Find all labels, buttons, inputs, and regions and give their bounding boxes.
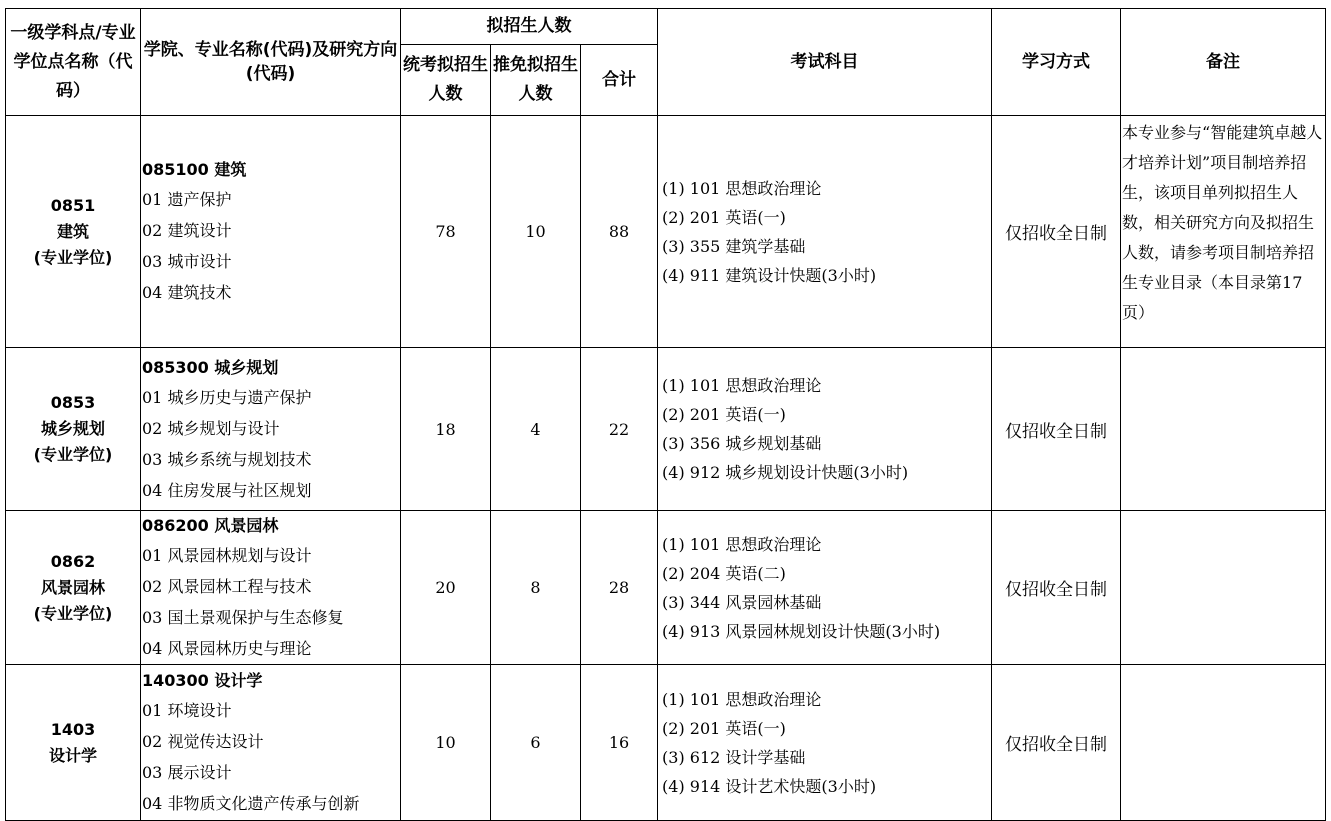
exam-subject-item: (4) 914 设计艺术快题(3小时) [662,776,877,796]
program-title: 085100 建筑 [142,160,247,179]
exam-subject-item: (3) 612 设计学基础 [662,747,806,767]
exempt-quota-cell: 6 [491,665,581,821]
program-cell [141,116,401,348]
total-cell: 22 [581,348,658,511]
discipline-code: 0851 [50,195,96,215]
exam-subject-item: (4) 912 城乡规划设计快题(3小时) [662,463,909,482]
program-cell [141,511,401,665]
exam-quota-cell: 78 [401,116,491,348]
exam-subjects-cell [658,116,992,348]
degree-type: (专业学位) [33,445,113,464]
exam-quota-header: 统考拟招生人数 [401,45,491,116]
exam-subject-item: (2) 201 英语(一) [662,207,786,227]
exam-subject-item: (2) 201 英语(一) [662,405,786,424]
direction-item: 03 展示设计 [142,763,232,782]
discipline-cell [6,116,141,348]
discipline-name: 风景园林 [40,577,105,597]
discipline-cell [6,665,141,821]
degree-type: (专业学位) [33,247,113,267]
remarks-cell [1121,665,1326,821]
enrollment-header: 拟招生人数 [401,9,658,45]
exam-subject-item: (3) 355 建筑学基础 [662,236,806,256]
direction-item: 02 城乡规划与设计 [142,418,280,438]
remarks-cell [1121,511,1326,665]
direction-item: 02 建筑设计 [142,221,232,240]
direction-item: 04 风景园林历史与理论 [142,639,312,658]
remarks-cell: 本专业参与“智能建筑卓越人才培养计划”项目制培养招生，该项目单列拟招生人数，相关研究方向及拟招生人数，请参考项目制培养招生专业目录（本目录第17页） [1121,116,1326,348]
exam-subject-item: (3) 344 风景园林基础 [662,592,822,612]
direction-item: 01 遗产保护 [142,190,232,209]
exam-quota-cell: 20 [401,511,491,665]
exam-subject-item: (2) 201 英语(一) [662,718,786,738]
discipline-code: 1403 [50,719,96,739]
program-cell [141,665,401,821]
direction-item: 02 风景园林工程与技术 [142,577,312,596]
direction-item: 02 视觉传达设计 [142,732,264,751]
exam-subject-item: (4) 913 风景园林规划设计快题(3小时) [662,621,941,641]
discipline-code: 0862 [50,551,96,571]
program-cell [141,348,401,511]
admissions-catalog-table [5,8,1326,821]
study-mode-cell: 仅招收全日制 [992,348,1121,511]
direction-item: 04 建筑技术 [142,283,232,302]
direction-item: 01 风景园林规划与设计 [142,546,312,565]
table-row [6,116,1326,348]
total-header: 合计 [581,45,658,116]
table-row [6,665,1326,821]
table-row [6,348,1326,511]
direction-item: 04 非物质文化遗产传承与创新 [142,794,360,813]
program-title: 140300 设计学 [142,671,263,690]
exempt-quota-header: 推免拟招生人数 [491,45,581,116]
exam-subject-item: (4) 911 建筑设计快题(3小时) [662,265,877,285]
program-title: 085300 城乡规划 [142,357,279,377]
exempt-quota-cell: 4 [491,348,581,511]
exam-subjects-cell [658,511,992,665]
exam-subject-item: (2) 204 英语(二) [662,563,786,583]
exam-subject-item: (1) 101 思想政治理论 [662,689,822,709]
direction-item: 03 城乡系统与规划技术 [142,449,312,469]
total-cell: 16 [581,665,658,821]
college-header: 学院、专业名称(代码)及研究方向(代码) [141,9,401,116]
total-cell: 28 [581,511,658,665]
direction-item: 04 住房发展与社区规划 [142,480,312,500]
discipline-name: 设计学 [48,745,97,765]
exam-subject-item: (3) 356 城乡规划基础 [662,434,822,453]
study-mode-cell: 仅招收全日制 [992,116,1121,348]
discipline-code: 0853 [50,393,96,412]
study-mode-header: 学习方式 [992,9,1121,116]
study-mode-cell: 仅招收全日制 [992,665,1121,821]
discipline-header: 一级学科点/专业学位点名称（代码） [6,9,141,116]
study-mode-cell: 仅招收全日制 [992,511,1121,665]
total-cell: 88 [581,116,658,348]
discipline-name: 城乡规划 [40,419,105,438]
direction-item: 03 城市设计 [142,252,232,271]
direction-item: 01 环境设计 [142,701,232,720]
degree-type: (专业学位) [33,603,113,623]
header-row-top [6,9,1326,45]
exam-subject-item: (1) 101 思想政治理论 [662,178,822,198]
exempt-quota-cell: 10 [491,116,581,348]
direction-item: 03 国土景观保护与生态修复 [142,608,344,627]
table-row [6,511,1326,665]
remarks-header: 备注 [1121,9,1326,116]
discipline-name: 建筑 [56,221,89,241]
program-title: 086200 风景园林 [142,516,279,535]
exam-subjects-header: 考试科目 [658,9,992,116]
exam-subject-item: (1) 101 思想政治理论 [662,376,822,395]
exam-quota-cell: 10 [401,665,491,821]
table-body [6,116,1326,821]
exam-subject-item: (1) 101 思想政治理论 [662,534,822,554]
discipline-cell [6,511,141,665]
exam-subjects-cell [658,665,992,821]
direction-item: 01 城乡历史与遗产保护 [142,387,312,407]
exam-subjects-cell [658,348,992,511]
exempt-quota-cell: 8 [491,511,581,665]
exam-quota-cell: 18 [401,348,491,511]
discipline-cell [6,348,141,511]
remarks-cell [1121,348,1326,511]
